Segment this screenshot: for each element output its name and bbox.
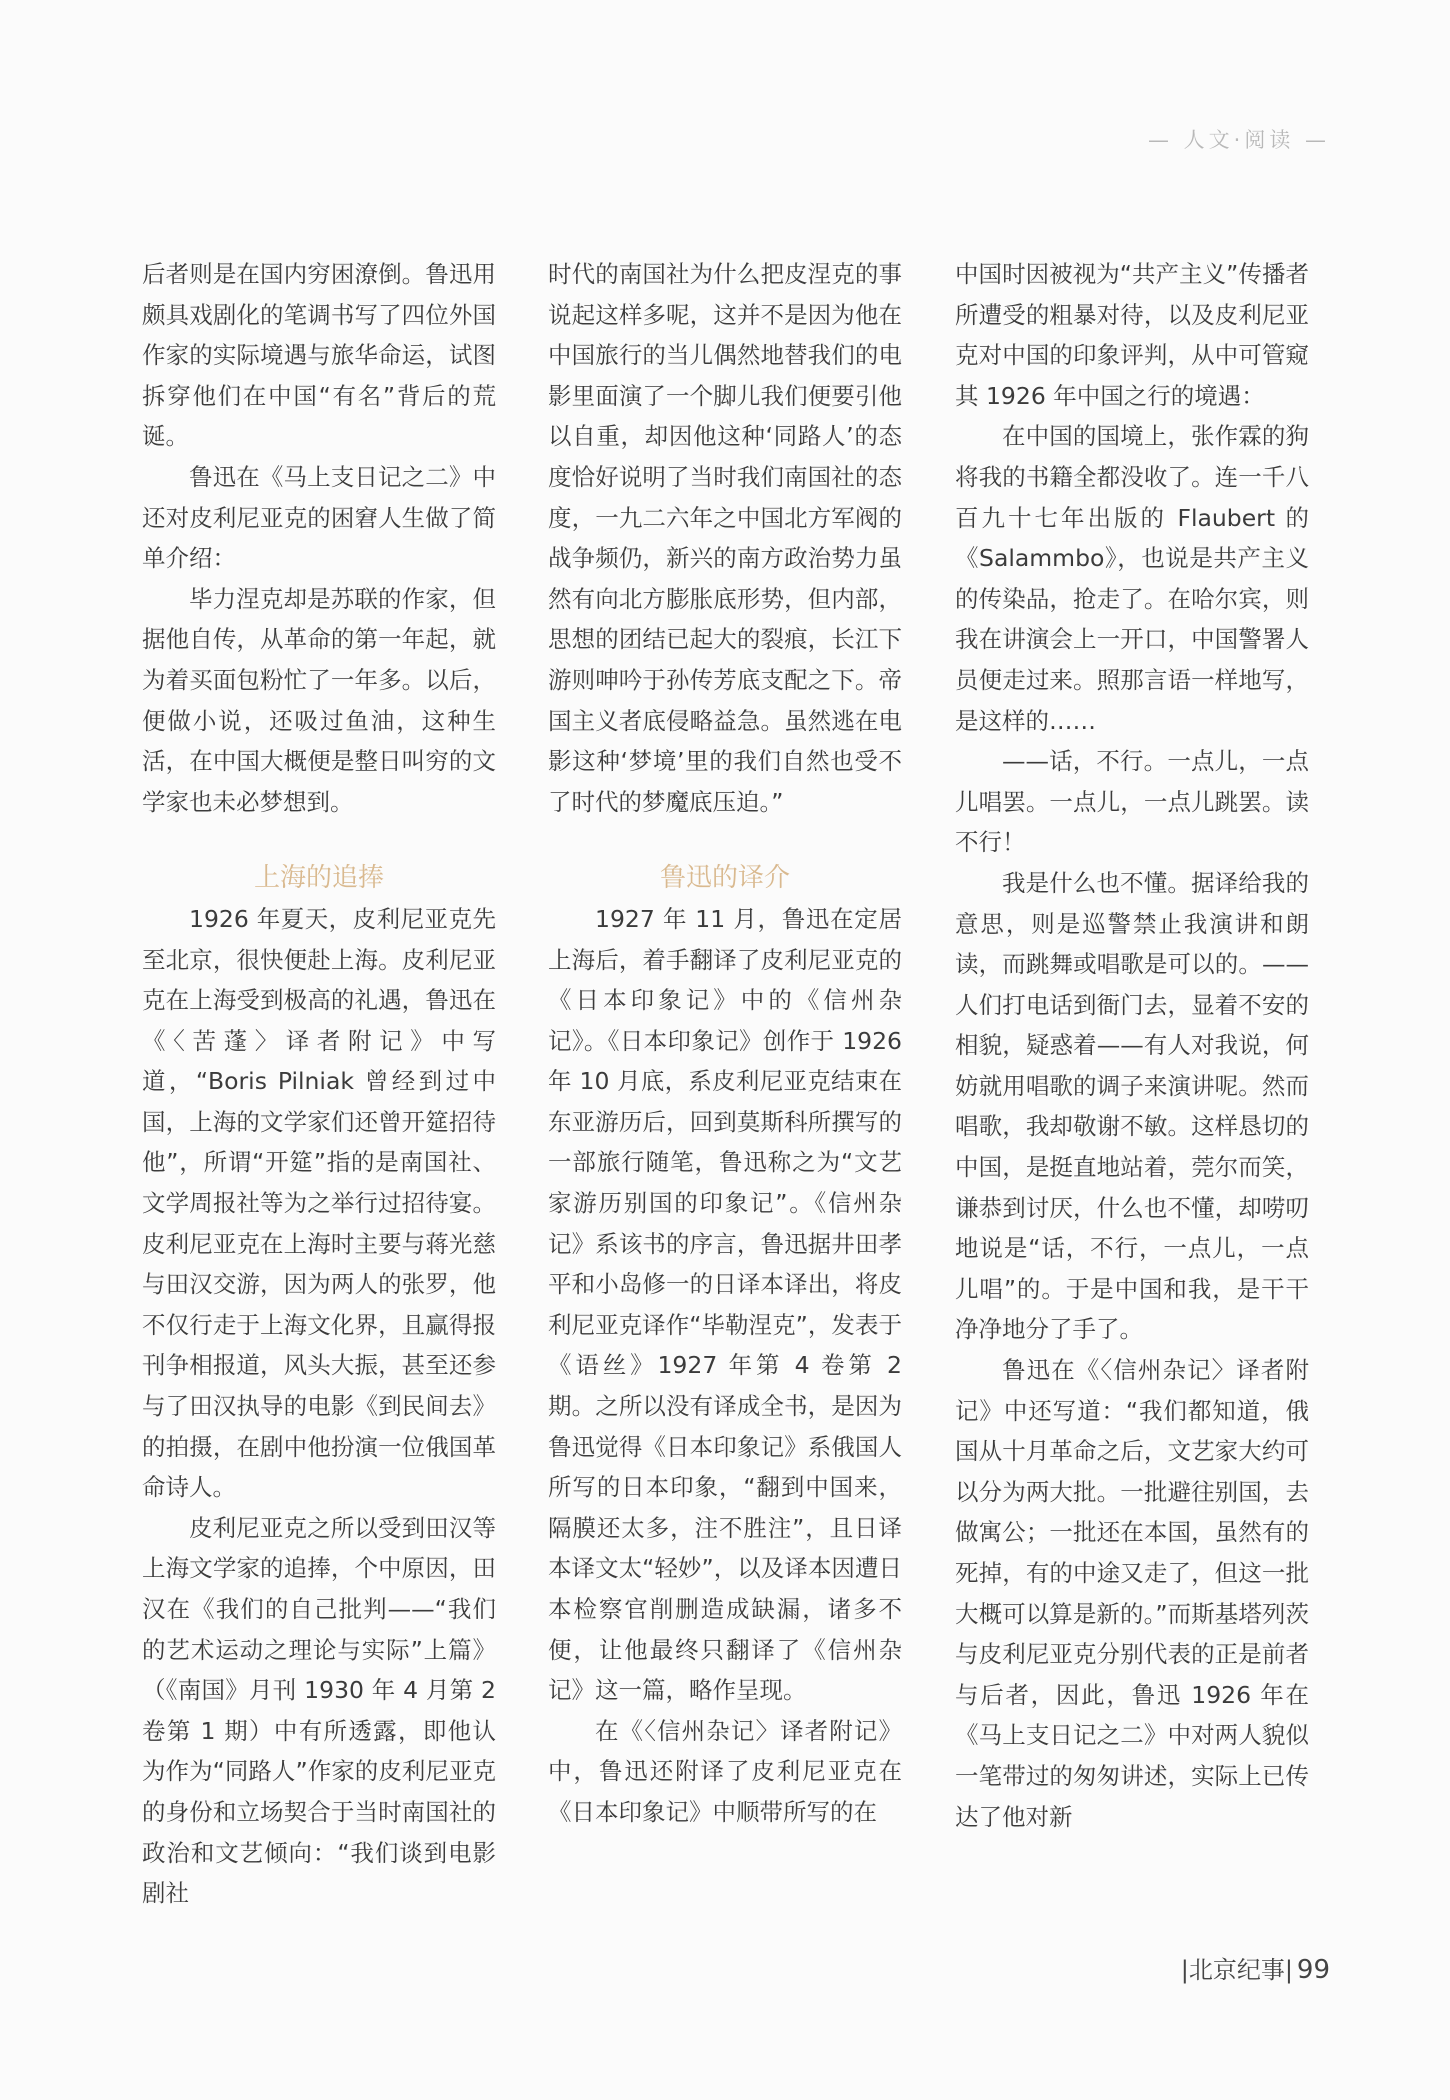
section-heading: 鲁迅的译介 <box>659 863 790 894</box>
section-heading: 上海的追捧 <box>253 863 384 894</box>
page-number: 99 <box>1296 1955 1330 1985</box>
column-3 <box>955 254 1309 1837</box>
body-paragraph: 鲁迅在《马上支日记之二》中还对皮利尼亚克的困窘人生做了简单介绍： <box>142 462 496 573</box>
body-paragraph: 鲁迅在《〈信州杂记〉译者附记》中还写道：“我们都知道，俄国从十月革命之后，文艺家大约可以分为两大批。一批避往别国，去做寓公；一批还在本国，虽然有的死掉，有的中途又走了，但这一批大概可以算是新的。”而斯基塔列茨与皮利尼亚克分别代表的正是前者与后者，因此，鲁迅 1926 年在《马上支日记之二》中对两人貌似一笔带过的匆匆讲述，实际上已传达了他对新 <box>955 1356 1309 1831</box>
body-paragraph: 后者则是在国内穷困潦倒。鲁迅用颇具戏剧化的笔调书写了四位外国作家的实际境遇与旅华命运，试图拆穿他们在中国“有名”背后的荒诞。 <box>142 260 496 451</box>
page-footer <box>1181 1950 1330 1985</box>
body-paragraph: 中国时因被视为“共产主义”传播者所遭受的粗暴对待，以及皮利尼亚克对中国的印象评判，从中可管窥其 1926 年中国之行的境遇： <box>955 260 1309 410</box>
body-paragraph: 1927 年 11 月，鲁迅在定居上海后，着手翻译了皮利尼亚克的《日本印象记》中的《信州杂记》。《日本印象记》创作于 1926 年 10 月底，系皮利尼亚克结束在东亚游历后，回到莫斯科所撰写的一部旅行随笔，鲁迅称之为“文艺家游历别国的印象记”。《信州杂记》系该书的序言，鲁迅据井田孝平和小岛修一的日译本译出，将皮利尼亚克译作“毕勒涅克”，发表于《语丝》1927 年第 4 卷第 2 期。之所以没有译成全书，是因为鲁迅觉得《日本印象记》系俄国人所写的日本印象，“翻到中国来，隔膜还太多，注不胜注”，且日译本译文太“轻妙”，以及译本因遭日本检察官削删造成缺漏，诸多不便，让他最终只翻译了《信州杂记》这一篇，略作呈现。 <box>548 904 902 1705</box>
body-paragraph: 皮利尼亚克之所以受到田汉等上海文学家的追捧，个中原因，田汉在《我们的自己批判——“我们的艺术运动之理论与实际”上篇》（《南国》月刊 1930 年 4 月第 2 卷第 1 期）中有所透露，即他认为作为“同路人”作家的皮利尼亚克的身份和立场契合于当时南国社的政治和文艺倾向：“我们谈到电影剧社 <box>142 1513 496 1908</box>
body-paragraph: 在《〈信州杂记〉译者附记》中，鲁迅还附译了皮利尼亚克在《日本印象记》中顺带所写的在 <box>548 1716 902 1826</box>
body-paragraph: 毕力涅克却是苏联的作家，但据他自传，从革命的第一年起，就为着买面包粉忙了一年多。以后，便做小说，还吸过鱼油，这种生活，在中国大概便是整日叫穷的文学家也未必梦想到。 <box>142 584 496 816</box>
section-header: — 人文·阅读 — <box>1147 128 1330 152</box>
magazine-name: |北京纪事| <box>1180 1956 1293 1984</box>
column-1 <box>142 254 496 1914</box>
body-paragraph: 1926 年夏天，皮利尼亚克先至北京，很快便赴上海。皮利尼亚克在上海受到极高的礼遇，鲁迅在《〈苦蓬〉译者附记》中写道，“Boris Pilniak 曾经到过中国，上海的文学家们还曾开筵招待他”，所谓“开筵”指的是南国社、文学周报社等为之举行过招待宴。皮利尼亚克在上海时主要与蒋光慈与田汉交游，因为两人的张罗，他不仅行走于上海文化界，且赢得报刊争相报道，风头大振，甚至还参与了田汉执导的电影《到民间去》的拍摄，在剧中他扮演一位俄国革命诗人。 <box>142 904 496 1502</box>
body-paragraph: ——话，不行。一点儿，一点儿唱罢。一点儿，一点儿跳罢。读不行！ <box>955 747 1309 857</box>
body-paragraph: 在中国的国境上，张作霖的狗将我的书籍全都没收了。连一千八百九十七年出版的 Flaubert 的《Salammbo》，也说是共产主义的传染品，抢走了。在哈尔宾，则我在讲演会上一开口，中国警署人员便走过来。照那言语一样地写，是这样的…… <box>955 422 1309 735</box>
body-paragraph: 时代的南国社为什么把皮涅克的事说起这样多呢，这并不是因为他在中国旅行的当儿偶然地替我们的电影里面演了一个脚儿我们便要引他以自重，却因他这种‘同路人’的态度恰好说明了当时我们南国社的态度，一九二六年之中国北方军阀的战争频仍，新兴的南方政治势力虽然有向北方膨胀底形势，但内部，思想的团结已起大的裂痕，长江下游则呻吟于孙传芳底支配之下。帝国主义者底侵略益急。虽然逃在电影这种‘梦境’里的我们自然也受不了时代的梦魔底压迫。” <box>548 260 902 816</box>
column-2 <box>548 254 902 1833</box>
body-paragraph: 我是什么也不懂。据译给我的意思，则是巡警禁止我演讲和朗读，而跳舞或唱歌是可以的。——人们打电话到衙门去，显着不安的相貌，疑惑着——有人对我说，何妨就用唱歌的调子来演讲呢。然而唱歌，我却敬谢不敏。这样恳切的中国，是挺直地站着，莞尔而笑，谦恭到讨厌，什么也不懂，却唠叨地说是“话，不行，一点儿，一点儿唱”的。于是中国和我，是干干净净地分了手了。 <box>955 868 1309 1344</box>
